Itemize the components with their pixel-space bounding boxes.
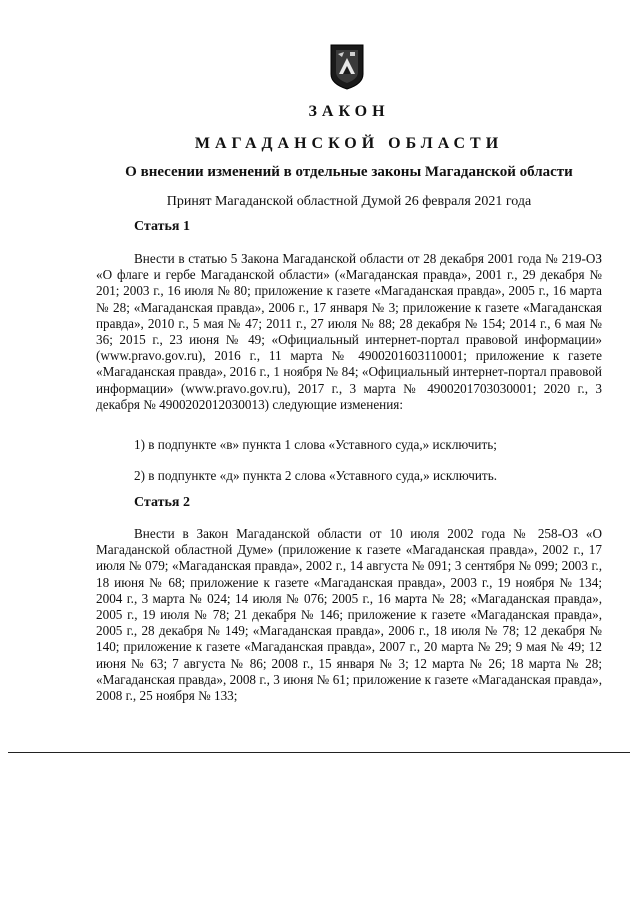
article-1-heading: Статья 1 (134, 219, 190, 234)
article-2-paragraph: Внести в Закон Магаданской области от 10 июля 2002 года № 258-ОЗ «О Магаданской областной Думе» (приложение к газете «Магаданская правда», 2002 г., 17 июля № 079; «Магаданская правда», 2002 г., 14 августа № 091; 3 сентября № 099; 2003 г., 18 июня № 68; приложение к газете «Магаданская правда», 2003 г., 19 ноября № 134; 2004 г., 3 марта № 024; 14 июля № 076; 2005 г., 16 марта № 28; «Магаданская правда», 2005 г., 19 июля № 78; 21 декабря № 146; приложение к газете «Магаданская правда», 2005 г., 28 декабря № 149; «Магаданская правда», 2006 г., 18 июля № 78; 12 декабря № 140; приложение к газете «Магаданская правда», 2007 г., 20 марта № 29; 9 мая № 49; 12 июня № 63; 7 августа № 86; 2008 г., 15 января № 3; 12 марта № 26; 18 марта № 28; «Магаданская правда», 2008 г., 3 июня № 61; приложение к газете «Магаданская правда», 2008 г., 25 ноября № 133; (96, 526, 602, 704)
article-1-item-1: 1) в подпункте «в» пункта 1 слова «Уставного суда,» исключить; (134, 437, 497, 452)
law-heading: ЗАКОН (308, 103, 390, 120)
article-2-heading: Статья 2 (134, 495, 190, 510)
coat-of-arms-icon (330, 44, 364, 90)
article-1-paragraph: Внести в статью 5 Закона Магаданской области от 28 декабря 2001 года № 219-ОЗ «О флаге и гербе Магаданской области» («Магаданская правда», 2001 г., 29 декабря № 201; 2003 г., 16 июля № 80; приложение к газете «Магаданская правда», 2005 г., 16 марта № 28; «Магаданская правда», 2006 г., 17 января № 3; приложение к газете «Магаданская правда», 2010 г., 5 мая № 47; 2011 г., 27 июля № 88; 28 декабря № 154; 2014 г., 6 мая № 36; 2015 г., 23 июня № 49; «Официальный интернет-портал правовой информации» (www.pravo.gov.ru), 2016 г., 11 марта № 4900201603110001; приложение к газете «Магаданская правда», 2016 г., 1 ноября № 84; «Официальный интернет-портал правовой информации» (www.pravo.gov.ru), 2017 г., 3 марта № 4900201703030001; 2020 г., 3 декабря № 4900202012030013) следующие изменения: (96, 251, 602, 412)
adoption-line: Принят Магаданской областной Думой 26 февраля 2021 года (166, 194, 532, 209)
law-title: О внесении изменений в отдельные законы Магаданской области (125, 164, 573, 180)
region-heading: МАГАДАНСКОЙ ОБЛАСТИ (194, 135, 504, 152)
article-1-item-2: 2) в подпункте «д» пункта 2 слова «Уставного суда,» исключить. (134, 468, 498, 483)
page-divider (8, 752, 630, 753)
